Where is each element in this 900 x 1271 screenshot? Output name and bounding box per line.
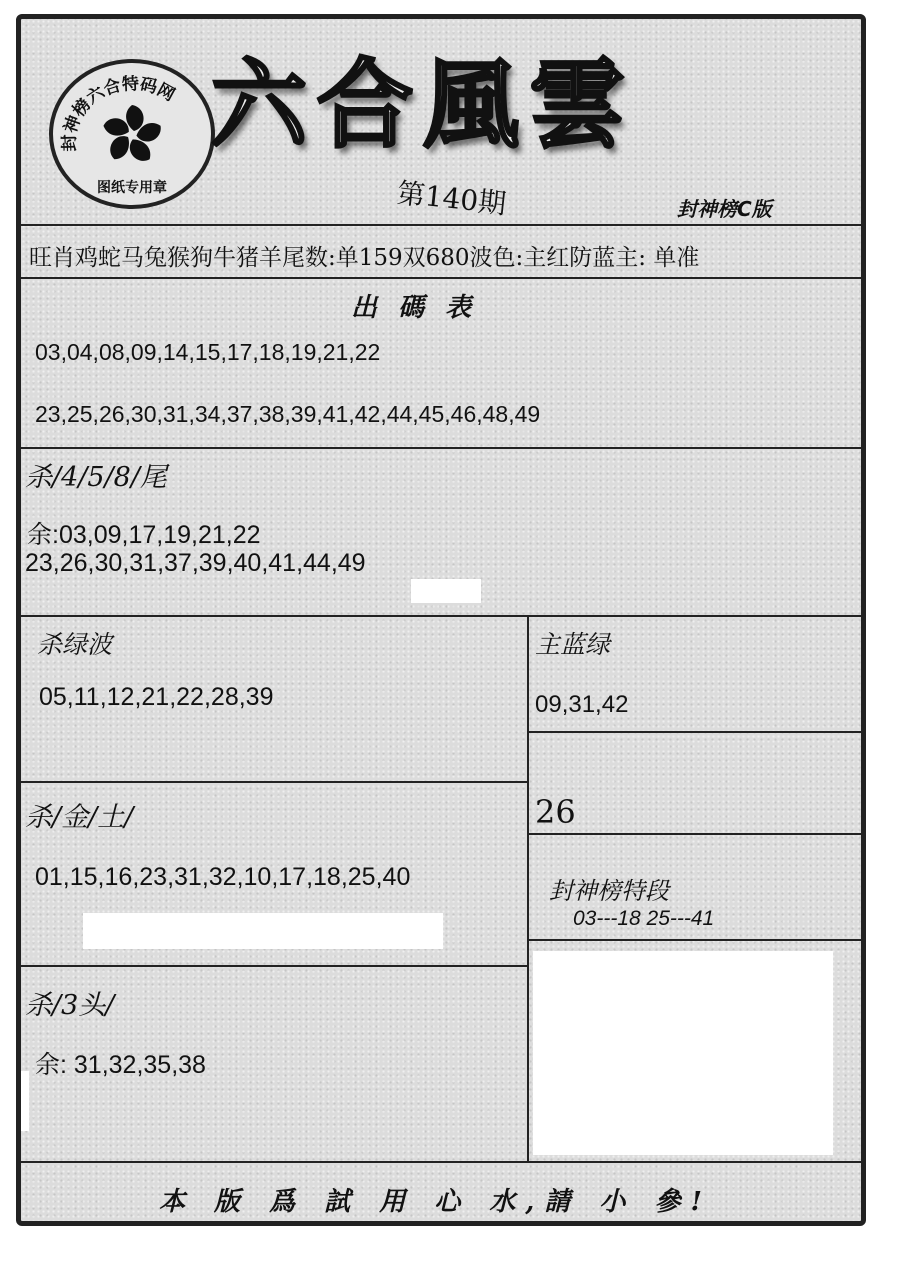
divider	[21, 781, 529, 783]
kill-metal-earth-numbers: 01,15,16,23,31,32,10,17,18,25,40	[35, 863, 411, 891]
main-blue-green-heading: 主蓝绿	[535, 630, 611, 659]
special-section-numbers: 03---18 25---41	[573, 907, 715, 930]
column-divider	[527, 615, 529, 1161]
kill-tail-line-1: 余:03,09,17,19,21,22	[27, 521, 261, 549]
footer-note: 本 版 爲 試 用 心 水,請 小 參!	[159, 1187, 712, 1217]
main-blue-green-numbers: 09,31,42	[535, 691, 629, 718]
stamp-ring-text: 封神榜六合特码网	[59, 74, 178, 152]
stamp-bottom-text: 图纸专用章	[97, 180, 167, 196]
divider	[21, 224, 861, 226]
chuma-line-1: 03,04,08,09,14,15,17,18,19,21,22	[35, 339, 381, 365]
seal-stamp	[49, 59, 215, 209]
blank-patch	[83, 913, 443, 949]
kill-metal-earth-heading: 杀/金/土/	[25, 802, 134, 833]
issue-number: 第140期	[395, 176, 508, 221]
divider	[527, 833, 861, 835]
lottery-sheet	[16, 14, 866, 1226]
kill-green-heading: 杀绿波	[37, 630, 113, 659]
page-title: 六合風雲	[211, 48, 635, 161]
divider	[527, 731, 861, 733]
info-line: 旺肖鸡蛇马兔猴狗牛猪羊尾数:单159双680波色:主红防蓝主: 单准	[29, 245, 700, 271]
edition-label: 封神榜C版	[677, 197, 772, 221]
blank-patch	[411, 579, 481, 603]
divider	[21, 965, 529, 967]
kill-head-heading: 杀/3头/	[25, 990, 115, 1021]
divider	[21, 277, 861, 279]
divider	[21, 615, 861, 617]
single-number: 26	[535, 793, 576, 831]
divider	[21, 1161, 861, 1163]
blank-area	[533, 951, 833, 1155]
special-section-heading: 封神榜特段	[549, 877, 669, 905]
kill-tail-heading: 杀/4/5/8/尾	[25, 462, 167, 493]
chuma-heading: 出 碼 表	[351, 293, 478, 323]
divider	[527, 939, 861, 941]
blank-patch	[21, 1071, 29, 1131]
divider	[21, 447, 861, 449]
kill-green-numbers: 05,11,12,21,22,28,39	[39, 683, 274, 711]
kill-head-numbers: 余: 31,32,35,38	[35, 1051, 206, 1079]
kill-tail-line-2: 23,26,30,31,37,39,40,41,44,49	[25, 549, 366, 577]
chuma-line-2: 23,25,26,30,31,34,37,38,39,41,42,44,45,46,48,49	[35, 401, 541, 427]
